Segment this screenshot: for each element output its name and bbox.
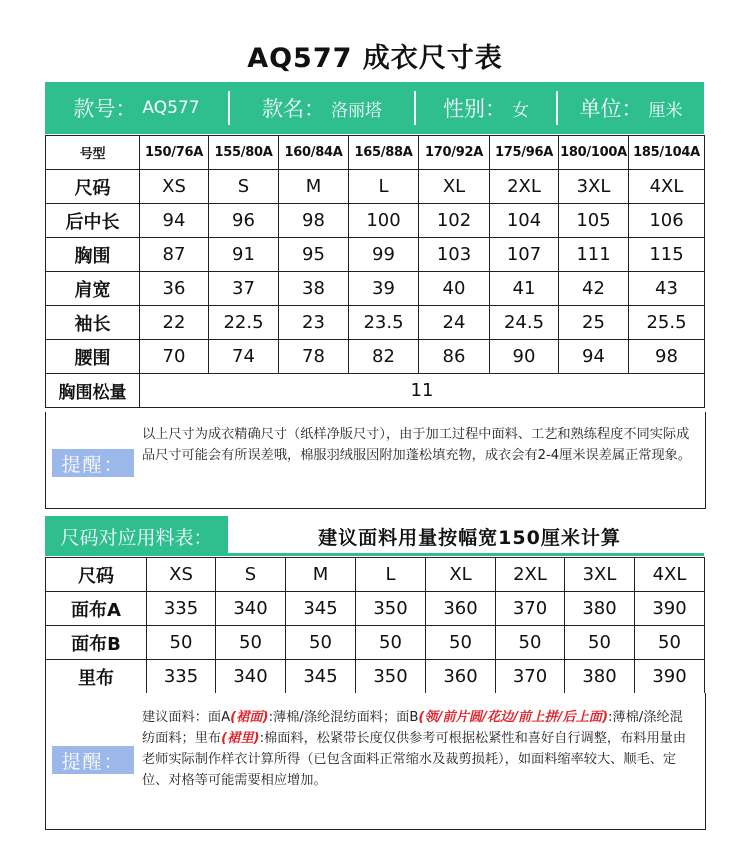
fabric-reminder-note [45,693,706,830]
table-cell: 4XL [629,170,705,204]
reminder-badge: 提醒： [52,449,134,477]
table-row [46,660,705,694]
note-text-segment: :棉面料，松紧带长度仅供参考可根据松紧性和喜好自行调整，布料用量由老师实际制作样衣计算所得（已包含面料正常缩水及裁剪损耗），如面料缩率较大、顺毛、定位、对格等可能需要相应增加。 [142,731,687,788]
size-type-cell: 175/96A [490,136,559,170]
table-cell: 4XL [635,558,705,592]
table-cell: 2XL [490,170,559,204]
table-cell: 390 [635,660,705,694]
style-name [230,82,414,134]
table-cell: 50 [635,626,705,660]
table-cell: XS [147,558,216,592]
unit-value: 厘米 [648,100,683,121]
row-header: 胸围松量 [46,374,140,408]
table-cell: 87 [140,238,209,272]
table-cell: 360 [426,660,496,694]
table-cell: 22.5 [209,306,279,340]
table-cell: 335 [147,660,216,694]
section-underline [45,553,704,556]
table-cell: 94 [140,204,209,238]
reminder-note [45,412,706,509]
table-row [46,374,705,408]
table-cell: 42 [559,272,629,306]
table-cell: 90 [490,340,559,374]
row-header: 号型 [46,136,140,170]
table-cell: 24.5 [490,306,559,340]
gender-label: 性别： [443,97,506,121]
table-cell: 86 [419,340,490,374]
row-header: 尺码 [46,558,147,592]
table-cell: M [279,170,349,204]
table-cell: 3XL [565,558,635,592]
fabric-section-tab: 尺码对应用料表： [45,516,228,556]
table-cell: 350 [356,660,426,694]
size-type-cell: 150/76A [140,136,209,170]
table-cell: 340 [216,592,286,626]
note-text-segment: 建议面料：面A [142,710,231,725]
table-cell: XL [426,558,496,592]
table-cell: 23.5 [349,306,419,340]
divider [556,91,558,125]
table-cell: 390 [635,592,705,626]
size-type-cell: 185/104A [629,136,705,170]
table-cell: 50 [216,626,286,660]
table-cell: 74 [209,340,279,374]
size-type-cell: 170/92A [419,136,490,170]
gender-value: 女 [512,100,529,121]
note-highlight: (领/前片圆/花边/前上拼/后上面) [418,710,608,725]
row-header: 后中长 [46,204,140,238]
table-cell: 345 [286,660,356,694]
note-highlight: (裙面) [230,710,269,725]
row-header: 面布A [46,592,147,626]
fabric-reminder-text [142,707,693,791]
table-cell: 111 [559,238,629,272]
table-cell: 22 [140,306,209,340]
table-cell: 50 [426,626,496,660]
table-cell: 380 [565,592,635,626]
table-row [46,136,705,170]
table-row [46,558,705,592]
table-cell: 24 [419,306,490,340]
style-name-value: 洛丽塔 [331,100,382,121]
table-cell: 50 [356,626,426,660]
info-band [45,82,704,134]
table-cell: 103 [419,238,490,272]
table-cell: 345 [286,592,356,626]
table-cell: 360 [426,592,496,626]
table-cell: 38 [279,272,349,306]
table-cell: 25 [559,306,629,340]
note-text-segment: :薄棉/涤纶混纺面料；面B [268,710,419,725]
style-name-label: 款名： [262,97,325,121]
table-cell: 98 [629,340,705,374]
page-title: AQ577 成衣尺寸表 [247,43,503,74]
table-cell: 350 [356,592,426,626]
table-cell: 41 [490,272,559,306]
row-header: 肩宽 [46,272,140,306]
table-cell: 40 [419,272,490,306]
table-row [46,626,705,660]
table-row [46,238,705,272]
table-cell: 37 [209,272,279,306]
table-cell: 50 [286,626,356,660]
table-cell: 50 [496,626,565,660]
table-cell: 340 [216,660,286,694]
note-text-segment: :薄棉/涤纶混纺面料；里布 [142,710,683,746]
table-cell: 78 [279,340,349,374]
table-cell: 335 [147,592,216,626]
table-cell: 105 [559,204,629,238]
row-header: 里布 [46,660,147,694]
table-cell: 98 [279,204,349,238]
table-cell: 3XL [559,170,629,204]
size-table [45,135,705,408]
row-header: 面布B [46,626,147,660]
size-type-cell: 180/100A [559,136,629,170]
table-row [46,170,705,204]
fabric-table [45,557,705,694]
style-number-value: AQ577 [142,98,200,118]
unit [558,82,704,134]
table-cell: 96 [209,204,279,238]
divider [228,91,230,125]
table-cell: 95 [279,238,349,272]
table-cell: L [356,558,426,592]
divider [414,91,416,125]
fabric-section-header [45,516,704,556]
table-cell: 94 [559,340,629,374]
row-header: 胸围 [46,238,140,272]
row-header: 袖长 [46,306,140,340]
ease-value-cell: 11 [140,374,705,408]
size-type-cell: 160/84A [279,136,349,170]
gender [416,82,556,134]
table-cell: 43 [629,272,705,306]
row-header: 尺码 [46,170,140,204]
table-cell: 82 [349,340,419,374]
table-cell: 2XL [496,558,565,592]
table-cell: 370 [496,592,565,626]
table-row [46,306,705,340]
table-cell: 91 [209,238,279,272]
table-row [46,592,705,626]
size-type-cell: 155/80A [209,136,279,170]
table-cell: 39 [349,272,419,306]
table-cell: S [216,558,286,592]
style-number [45,82,228,134]
table-cell: 50 [147,626,216,660]
size-type-cell: 165/88A [349,136,419,170]
table-cell: 23 [279,306,349,340]
table-cell: 106 [629,204,705,238]
table-cell: 380 [565,660,635,694]
table-row [46,272,705,306]
table-cell: 50 [565,626,635,660]
style-number-label: 款号： [73,97,137,121]
table-row [46,204,705,238]
table-cell: 107 [490,238,559,272]
table-cell: 100 [349,204,419,238]
table-cell: 370 [496,660,565,694]
table-cell: 115 [629,238,705,272]
table-cell: 102 [419,204,490,238]
table-cell: 70 [140,340,209,374]
fabric-section-subtitle: 建议面料用量按幅宽150厘米计算 [318,526,621,549]
table-cell: L [349,170,419,204]
reminder-text: 以上尺寸为成衣精确尺寸（纸样净版尺寸），由于加工过程中面料、工艺和熟练程度不同实际成品尺寸可能会有所误差哦，棉服羽绒服因附加蓬松填充物，成衣会有2-4厘米误差属正常现象。 [142,427,692,463]
fabric-reminder-badge: 提醒： [52,746,134,774]
table-cell: 25.5 [629,306,705,340]
table-row [46,340,705,374]
table-cell: S [209,170,279,204]
row-header: 腰围 [46,340,140,374]
table-cell: 104 [490,204,559,238]
table-cell: XL [419,170,490,204]
table-cell: 99 [349,238,419,272]
unit-label: 单位： [579,97,643,121]
table-cell: XS [140,170,209,204]
table-cell: 36 [140,272,209,306]
table-cell: M [286,558,356,592]
note-highlight: (裙里) [221,731,260,746]
